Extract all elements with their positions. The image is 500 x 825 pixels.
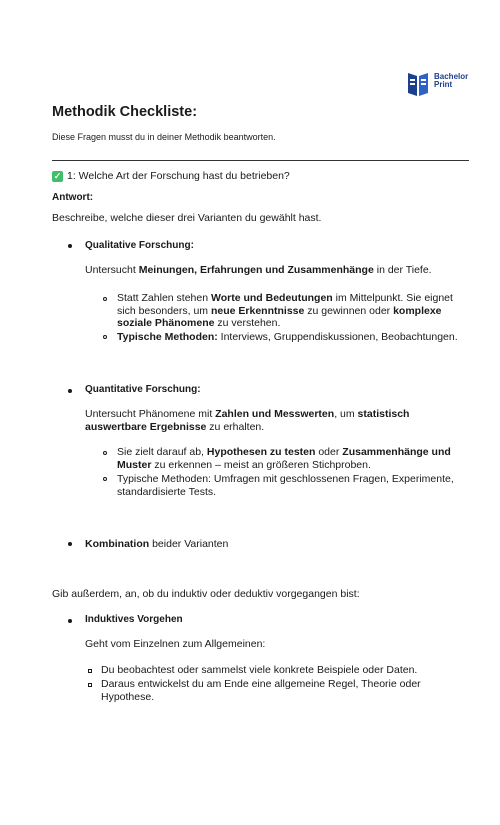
qualitative-heading: Qualitative Forschung: xyxy=(85,240,194,251)
circle-bullet-icon xyxy=(103,297,107,301)
qualitative-description: Untersucht Meinungen, Erfahrungen und Zusammenhänge in der Tiefe. xyxy=(85,264,432,276)
induktiv-question: Gib außerdem, an, ob du induktiv oder deduktiv vorgegangen bist: xyxy=(52,588,360,600)
logo-line-1: Bachelor xyxy=(434,72,469,81)
quantitative-description: Untersucht Phänomene mit Zahlen und Messwerten, um statistisch auswertbare Ergebnisse zu erhalten. xyxy=(85,408,410,433)
bullet-icon xyxy=(68,244,72,248)
qualitative-point-1: Statt Zahlen stehen Worte und Bedeutungen im Mittelpunkt. Sie eignet sich besonders, um neue Erkenntnisse zu gewinnen oder komplexe soziale Phänomene zu verstehen. xyxy=(117,292,453,329)
intro-text: Beschreibe, welche dieser drei Varianten du gewählt hast. xyxy=(52,212,322,224)
bullet-icon xyxy=(68,389,72,393)
combination-item: Kombination beider Varianten xyxy=(85,538,229,550)
book-logo-icon xyxy=(406,70,430,98)
circle-bullet-icon xyxy=(103,477,107,481)
divider xyxy=(52,160,469,161)
quantitative-point-1: Sie zielt darauf ab, Hypothesen zu testen oder Zusammenhänge und Muster zu erkennen – meist an größeren Stichproben. xyxy=(117,446,451,471)
square-bullet-icon xyxy=(88,669,92,673)
quantitative-point-2: Typische Methoden: Umfragen mit geschlossenen Fragen, Experimente, standardisierte Tests. xyxy=(117,473,454,498)
induktiv-point-2: Daraus entwickelst du am Ende eine allgemeine Regel, Theorie oder Hypothese. xyxy=(101,678,421,703)
page-title: Methodik Checkliste: xyxy=(52,104,198,120)
question-text: 1: Welche Art der Forschung hast du betrieben? xyxy=(67,170,290,182)
logo-line-2: Print xyxy=(434,80,453,89)
quantitative-heading: Quantitative Forschung: xyxy=(85,384,201,395)
induktiv-point-1: Du beobachtest oder sammelst viele konkrete Beispiele oder Daten. xyxy=(101,664,418,676)
square-bullet-icon xyxy=(88,683,92,687)
question-heading xyxy=(52,170,290,182)
induktiv-heading: Induktives Vorgehen xyxy=(85,614,183,625)
checkbox-checked-icon: ✓ xyxy=(53,170,62,181)
page-subtitle: Diese Fragen musst du in deiner Methodik beantworten. xyxy=(52,132,276,142)
bachelor-print-logo xyxy=(406,70,468,98)
bullet-icon xyxy=(68,619,72,623)
qualitative-point-2: Typische Methoden: Interviews, Gruppendiskussionen, Beobachtungen. xyxy=(117,331,458,343)
answer-label: Antwort: xyxy=(52,192,94,203)
induktiv-description: Geht vom Einzelnen zum Allgemeinen: xyxy=(85,638,266,650)
circle-bullet-icon xyxy=(103,451,107,455)
circle-bullet-icon xyxy=(103,335,107,339)
bullet-icon xyxy=(68,542,72,546)
